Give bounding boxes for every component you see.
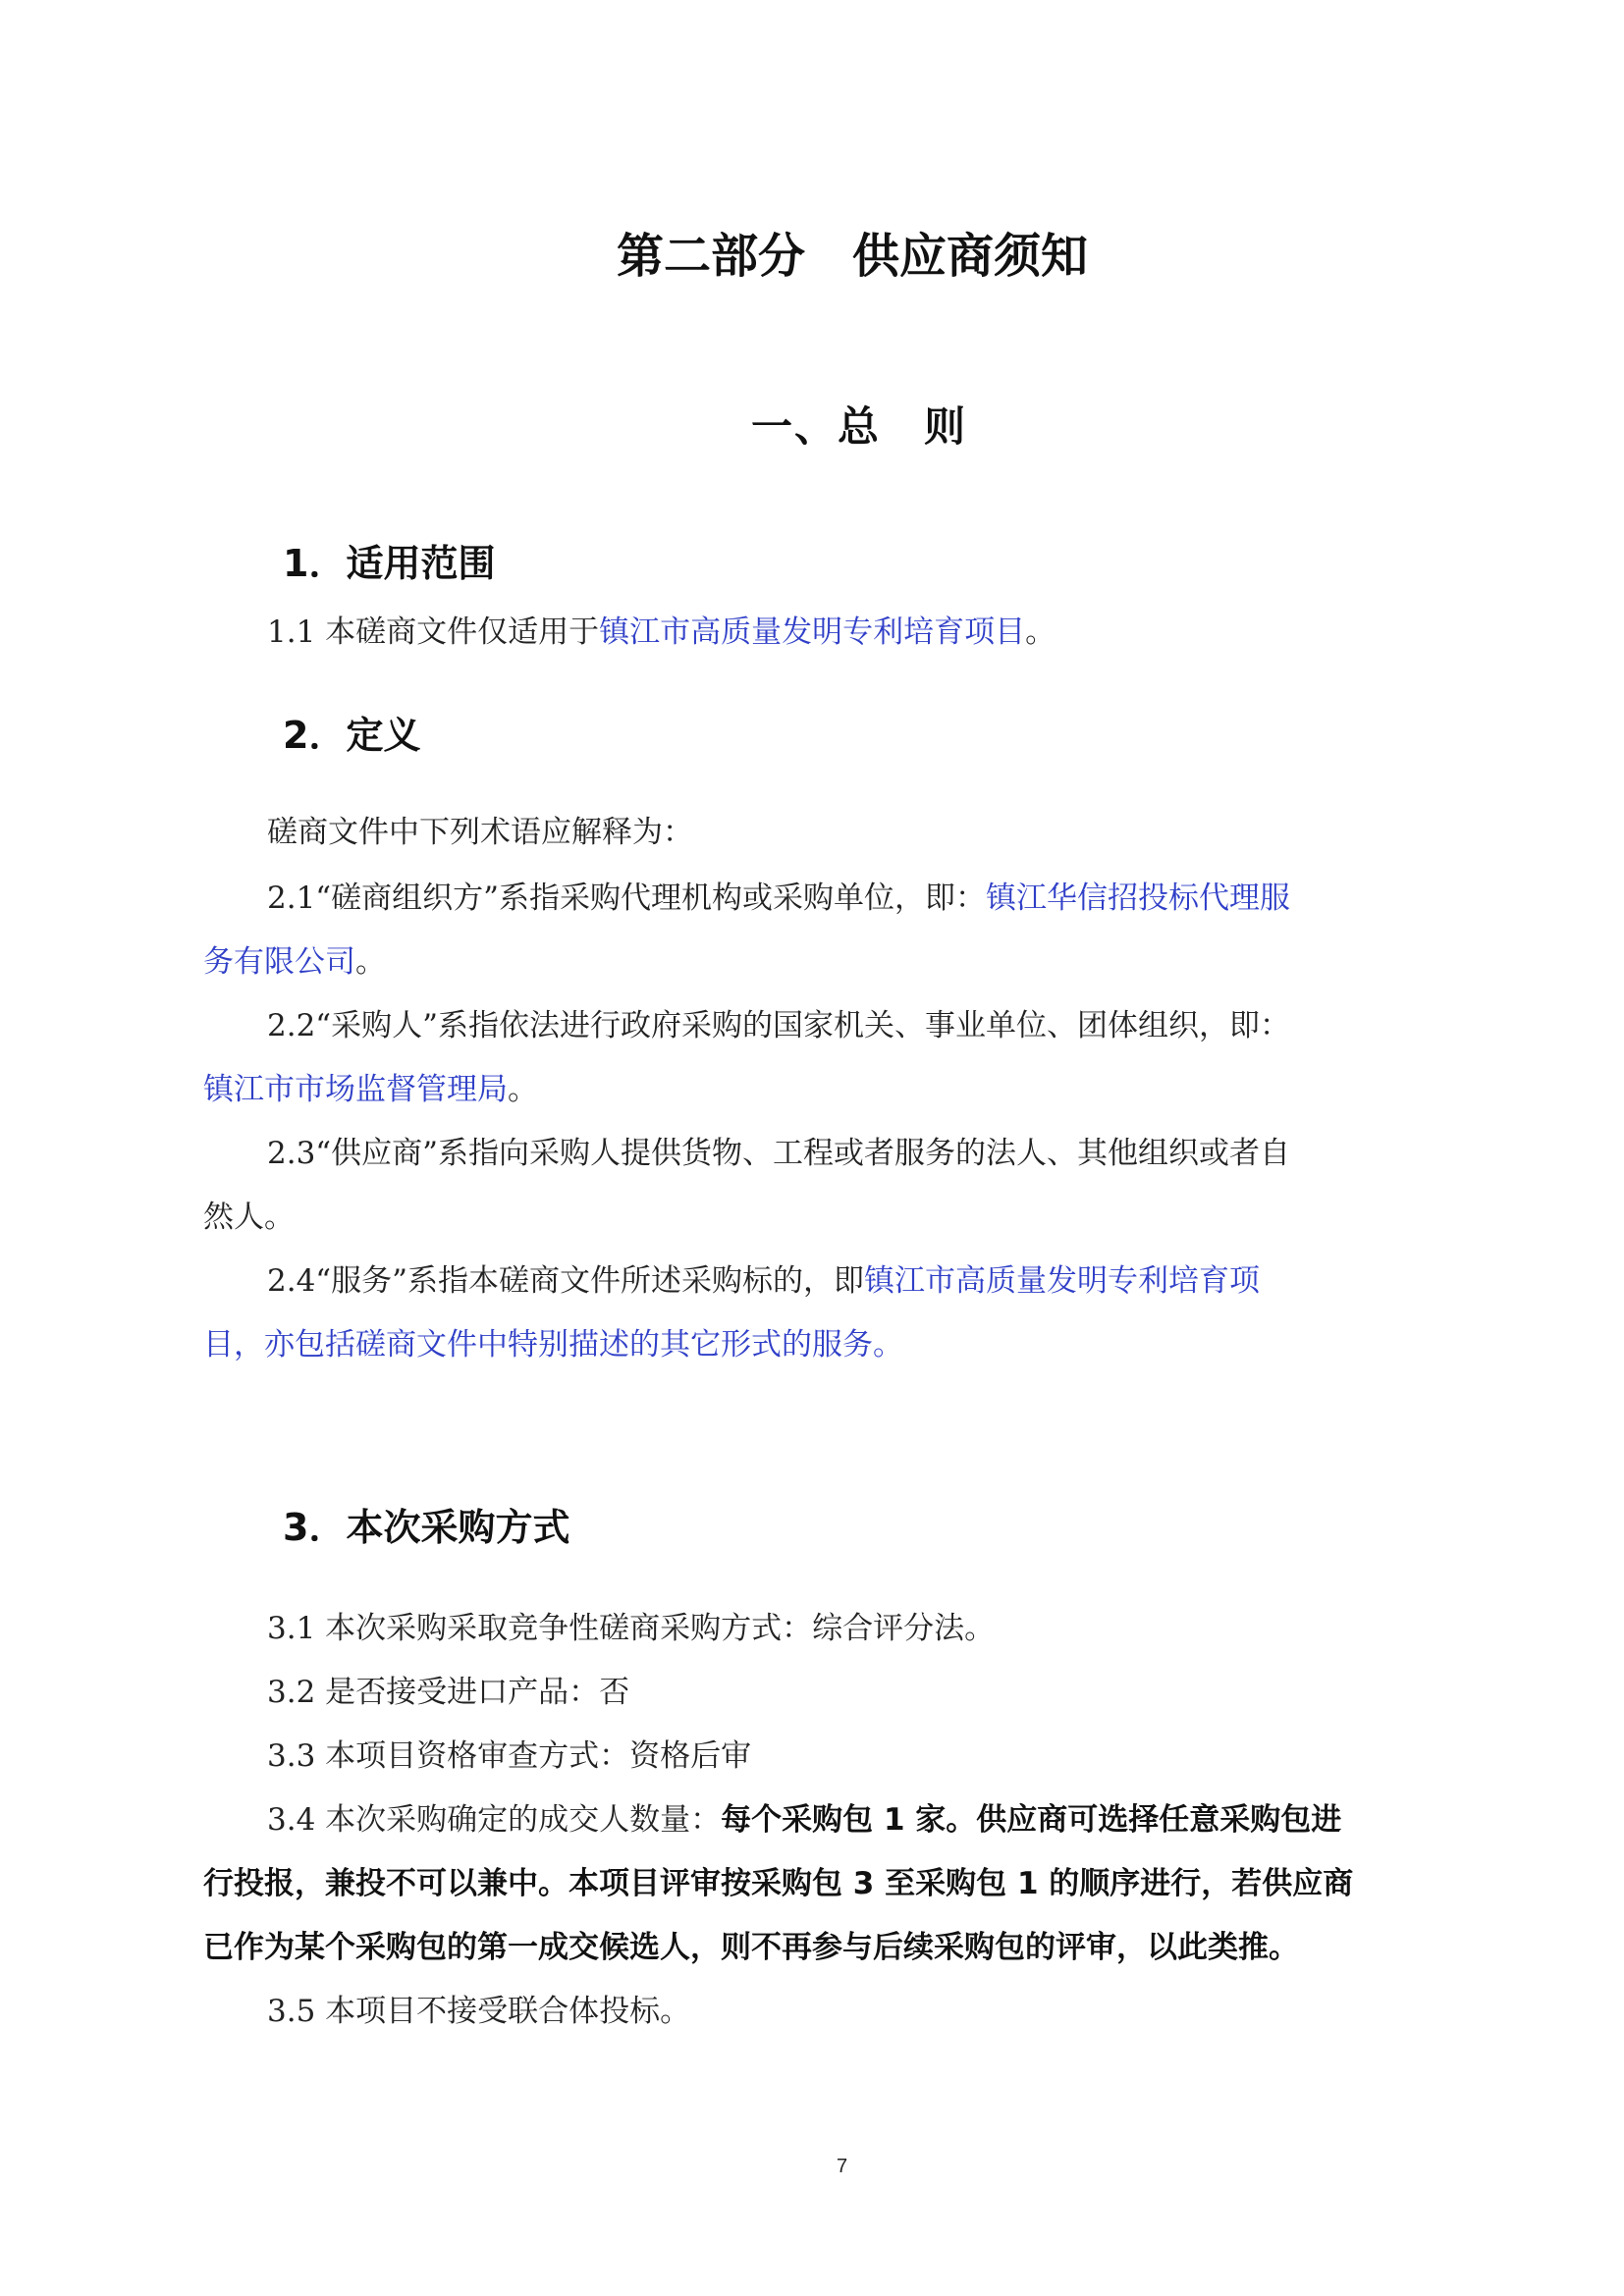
definitions-intro: 磋商文件中下列术语应解释为： [267,815,693,850]
document-title: 第二部分 供应商须知 [617,229,1089,284]
clause-3-1: 3.1 本次采购采取竞争性磋商采购方式：综合评分法。 [267,1611,996,1646]
clause-2-2-end: 。 [508,1072,538,1107]
clause-2-4-text: 2.4“服务”系指本磋商文件所述采购标的，即 [267,1263,864,1299]
organizer-name-part2: 务有限公司 [203,944,355,980]
service-project-name: 镇江市高质量发明专利培育项 [864,1263,1260,1299]
section-1-heading: 1．适用范围 [283,542,496,585]
section-2-heading: 2．定义 [283,714,421,757]
clause-3-2: 3.2 是否接受进口产品：否 [267,1675,630,1710]
purchaser-name: 镇江市市场监督管理局 [203,1072,508,1107]
clause-2-1-line1 [267,877,1290,920]
clause-3-3: 3.3 本项目资格审查方式：资格后审 [267,1738,752,1774]
clause-1-1-end: 。 [1025,614,1056,650]
clause-2-4-line2: 目，亦包括磋商文件中特别描述的其它形式的服务。 [203,1327,903,1362]
clause-2-1-text: 2.1“磋商组织方”系指采购代理机构或采购单位，即： [267,881,986,916]
page-number: 7 [837,2156,848,2177]
clause-2-1-line2 [203,940,386,984]
clause-3-4-text: 3.4 本次采购确定的成交人数量： [267,1802,722,1838]
award-rule-part1: 每个采购包 1 家。供应商可选择任意采购包进 [721,1802,1342,1838]
clause-3-5: 3.5 本项目不接受联合体投标。 [267,1994,691,2029]
organizer-name-part1: 镇江华信招投标代理服 [986,881,1290,916]
clause-2-3-line2: 然人。 [203,1200,295,1235]
clause-3-4-line3: 已作为某个采购包的第一成交候选人，则不再参与后续采购包的评审，以此类推。 [203,1930,1299,1965]
clause-2-3-line1: 2.3“供应商”系指向采购人提供货物、工程或者服务的法人、其他组织或者自 [267,1136,1290,1171]
chapter-title: 一、总 则 [751,402,968,451]
clause-3-4-line1 [267,1798,1341,1842]
clause-1-1-text: 1.1 本磋商文件仅适用于 [267,614,600,650]
project-name: 镇江市高质量发明专利培育项目 [599,614,1026,650]
section-3-heading: 3．本次采购方式 [283,1506,570,1549]
clause-2-4-line1 [267,1259,1260,1303]
clause-3-4-line2: 行投报，兼投不可以兼中。本项目评审按采购包 3 至采购包 1 的顺序进行，若供应商 [203,1866,1354,1901]
clause-2-2-line2 [203,1068,538,1111]
clause-2-2-line1: 2.2“采购人”系指依法进行政府采购的国家机关、事业单位、团体组织，即： [267,1008,1290,1043]
clause-1-1 [267,611,1056,654]
clause-2-1-end: 。 [355,944,386,980]
